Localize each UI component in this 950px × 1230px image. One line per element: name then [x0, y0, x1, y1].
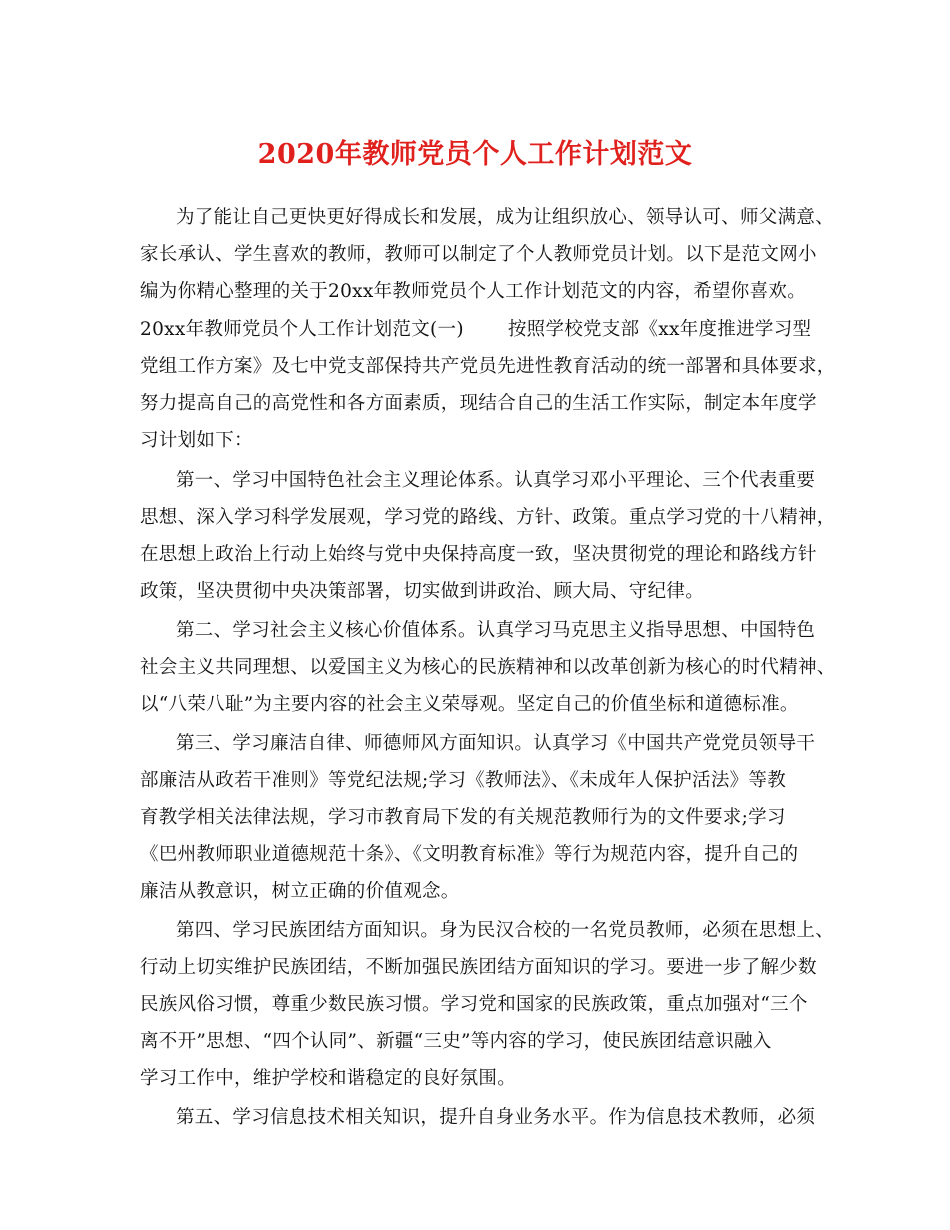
- paragraph-line: 民族风俗习惯，尊重少数民族习惯。学习党和国家的民族政策，重点加强对“三个: [140, 994, 808, 1015]
- paragraph-line: 为了能让自己更快更好得成长和发展，成为让组织放心、领导认可、师父满意、: [176, 207, 835, 228]
- paragraph-line: 努力提高自己的高党性和各方面素质，现结合自己的生活工作实际，制定本年度学: [140, 393, 817, 414]
- paragraph-line: 部廉洁从政若干准则》等党纪法规;学习《教师法》、《未成年人保护活法》等教: [140, 770, 787, 791]
- paragraph-line: 第二、学习社会主义核心价值体系。认真学习马克思主义指导思想、中国特色: [176, 620, 816, 641]
- paragraph-line: 社会主义共同理想、以爱国主义为核心的民族精神和以改革创新为核心的时代精神、: [140, 657, 836, 678]
- paragraph-line: 思想、深入学习科学发展观，学习党的路线、方针、政策。重点学习党的十八精神，: [140, 507, 836, 528]
- paragraph-line: 第一、学习中国特色社会主义理论体系。认真学习邓小平理论、三个代表重要: [176, 470, 816, 491]
- paragraph-line: 行动上切实维护民族团结，不断加强民族团结方面知识的学习。要进一步了解少数: [140, 957, 817, 978]
- paragraph-line: 育教学相关法律法规，学习市教育局下发的有关规范教师行为的文件要求;学习: [140, 807, 786, 828]
- paragraph-line: 廉洁从教意识，树立正确的价值观念。: [140, 881, 460, 902]
- paragraph-line: 习计划如下：: [140, 430, 253, 451]
- paragraph-line: 在思想上政治上行动上始终与党中央保持高度一致，坚决贯彻党的理论和路线方针: [140, 544, 817, 565]
- paragraph-line: 第三、学习廉洁自律、师德师风方面知识。认真学习《中国共产党党员领导干: [176, 733, 816, 754]
- paragraph-line: 学习工作中，维护学校和谐稳定的良好氛围。: [140, 1068, 517, 1089]
- article-subtitle: 20xx年教师党员个人工作计划范文(一): [140, 319, 464, 340]
- paragraph-line: 第四、学习民族团结方面知识。身为民汉合校的一名党员教师，必须在思想上、: [176, 920, 835, 941]
- paragraph-line: 《巴州教师职业道德规范十条》、《文明教育标准》等行为规范内容，提升自己的: [140, 844, 799, 865]
- document-title: 2020年教师党员个人工作计划范文: [257, 139, 693, 170]
- paragraph-line: 第五、学习信息技术相关知识，提升自身业务水平。作为信息技术教师，必须: [176, 1107, 816, 1128]
- paragraph-line: 以“八荣八耻”为主要内容的社会主义荣辱观。坚定自己的价值坐标和道德标准。: [140, 694, 799, 715]
- paragraph-line: 编为你精心整理的关于20xx年教师党员个人工作计划范文的内容，希望你喜欢。: [140, 281, 807, 302]
- paragraph-line: 家长承认、学生喜欢的教师，教师可以制定了个人教师党员计划。以下是范文网小: [140, 244, 817, 265]
- paragraph-line: [140, 318, 811, 342]
- paragraph-text: 按照学校党支部《xx年度推进学习型: [507, 319, 812, 340]
- paragraph-line: 离不开”思想、“四个认同”、新疆“三史”等内容的学习，使民族团结意识融入: [140, 1031, 772, 1052]
- paragraph-line: 政策，坚决贯彻中央决策部署，切实做到讲政治、顾大局、守纪律。: [140, 581, 705, 602]
- paragraph-line: 党组工作方案》及七中党支部保持共产党员先进性教育活动的统一部署和具体要求，: [140, 356, 836, 377]
